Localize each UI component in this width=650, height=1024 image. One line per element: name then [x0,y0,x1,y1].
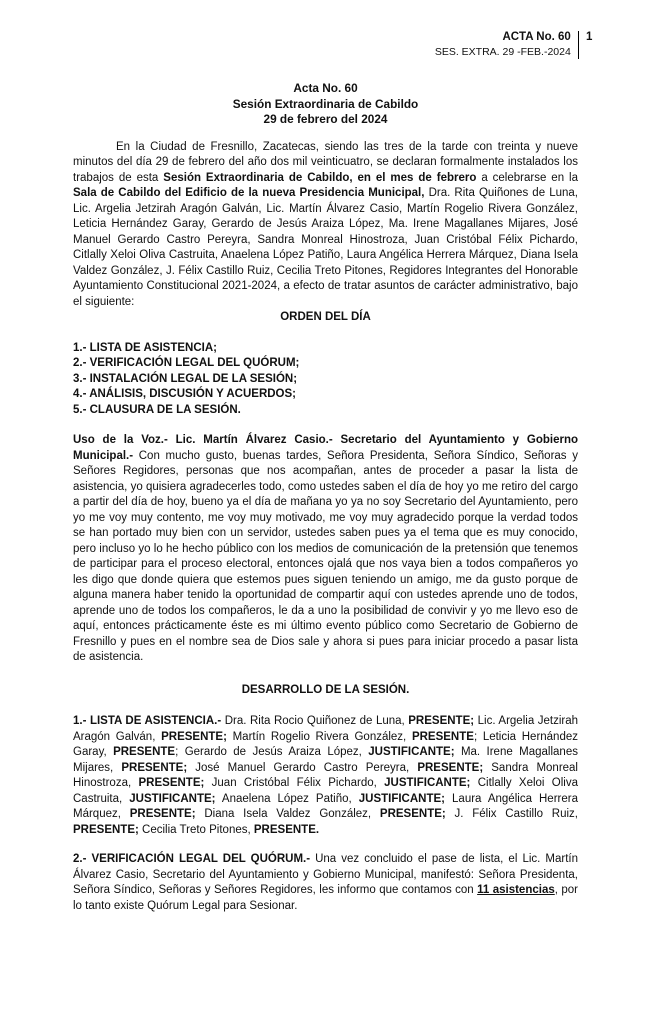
orden-item-1: 1.- LISTA DE ASISTENCIA; [73,341,217,354]
header-session-ref: SES. EXTRA. 29 -FEB.-2024 [434,46,571,58]
header-doc-ref: ACTA No. 60 [502,31,571,43]
title-line-session: Sesión Extraordinaria de Cabildo [232,96,419,111]
orden-del-dia-heading: ORDEN DEL DÍA [280,311,371,323]
header-reference-block [435,30,571,59]
orden-item-3: 3.- INSTALACIÓN LEGAL DE LA SESIÓN; [73,372,298,385]
orden-item-5: 5.- CLAUSURA DE LA SESIÓN. [73,403,241,416]
uso-de-la-voz-paragraph: Uso de la Voz.- Lic. Martín Álvarez Casio.- Secretario del Ayuntamiento y Gobierno Municipal.- Con mucho gusto, buenas tardes, Señora Presidenta, Señora Síndico, Señoras y Señores Regidores, personas que nos acompañan, antes de proceder a pasar la lista de asistencia, yo quisiera agradecerles todo, como ustedes saben el día de hoy yo me retiro del cargo a partir del día de hoy, bueno ya el día de mañana yo ya no soy Secretario del Ayuntamiento, pero yo me voy muy contento, me voy muy motivado, me voy muy agradecido porque la verdad todos se han portado muy bien con un servidor, ustedes saben pues ya el tema que es muy conocido, pero incluso yo lo he hecho público con los medios de comunicación de la pretensión que tenemos de participar para el proceso electoral, entonces ojalá que nos vaya bien a todos compañeros yo les digo que donde quiera que estemos pues siguen teniendo un amigo, me da gusto porque de alguna manera haber tenido la oportunidad de compartir aquí con ustedes aprende uno de todos, aprende uno de todos los compañeros, le da a uno la posibilidad de convivir y yo me llevo eso de aquí, entonces prácticamente éste es mi último evento público como Secretario de Gobierno de Fresnillo y pues en el nombre sea de Dios sale y ahora si pues para iniciar procedo a pasar lista de asistencia. [73,434,578,663]
orden-item-4: 4.- ANÁLISIS, DISCUSIÓN Y ACUERDOS; [73,388,297,400]
orden-item-2: 2.- VERIFICACIÓN LEGAL DEL QUÓRUM; [73,357,300,369]
page-number: 1 [586,31,593,43]
document-body [73,140,578,915]
desarrollo-heading: DESARROLLO DE LA SESIÓN. [241,683,410,696]
lista-asistencia-paragraph: 1.- LISTA DE ASISTENCIA.- Dra. Rita Rocio Quiñonez de Luna, PRESENTE; Lic. Argelia Jetzirah Aragón Galván, PRESENTE; Martín Rogelio Rivera González, PRESENTE; Leticia Hernández Garay, PRESENTE; Gerardo de Jesús Araiza López, JUSTIFICANTE; Ma. Irene Magallanes Mijares, PRESENTE; José Manuel Gerardo Castro Pereyra, PRESENTE; Sandra Monreal Hinostroza, PRESENTE; Juan Cristóbal Félix Pichardo, JUSTIFICANTE; Citlally Xeloi Oliva Castruita, JUSTIFICANTE; Anaelena López Patiño, JUSTIFICANTE; Laura Angélica Herrera Márquez, PRESENTE; Diana Isela Valdez González, PRESENTE; J. Félix Castillo Ruiz, PRESENTE; Cecilia Treto Pitones, PRESENTE. [73,715,579,836]
opening-paragraph: En la Ciudad de Fresnillo, Zacatecas, siendo las tres de la tarde con treinta y nueve minutos del día 29 de febrero del año dos mil veinticuatro, se declaran formalmente instalados los trabajos de esta Sesión Extraordinaria de Cabildo, en el mes de febrero a celebrarse en la Sala de Cabildo del Edificio de la nueva Presidencia Municipal, Dra. Rita Quiñones de Luna, Lic. Argelia Jetzirah Aragón Galván, Lic. Martín Álvarez Casio, Martín Rogelio Rivera González, Leticia Hernández Garay, Gerardo de Jesús Araiza López, Ma. Irene Magallanes Mijares, José Manuel Gerardo Castro Pereyra, Sandra Monreal Hinostroza, Juan Cristóbal Félix Pichardo, Citlally Xeloi Oliva Castruita, Anaelena López Patiño, Laura Angélica Herrera Márquez, Diana Isela Valdez González, J. Félix Castillo Ruiz, Cecilia Treto Pitones, Regidores Integrantes del Honorable Ayuntamiento Constitucional 2021-2024, a efecto de tratar asuntos de carácter administrativo, bajo el siguiente: [73,140,578,308]
header-divider [578,31,579,59]
title-line-acta: Acta No. 60 [293,81,358,95]
page-header [73,30,600,59]
quorum-paragraph: 2.- VERIFICACIÓN LEGAL DEL QUÓRUM.- Una vez concluido el pase de lista, el Lic. Martín Álvarez Casio, Secretario del Ayuntamiento y Gobierno Municipal, manifestó: Señora Presidenta, Señora Síndico, Señoras y Señores Regidores, les informo que contamos con 11 asistencias, por lo tanto existe Quórum Legal para Sesionar. [73,853,579,912]
document-title [73,81,578,128]
title-line-date: 29 de febrero del 2024 [263,112,388,126]
